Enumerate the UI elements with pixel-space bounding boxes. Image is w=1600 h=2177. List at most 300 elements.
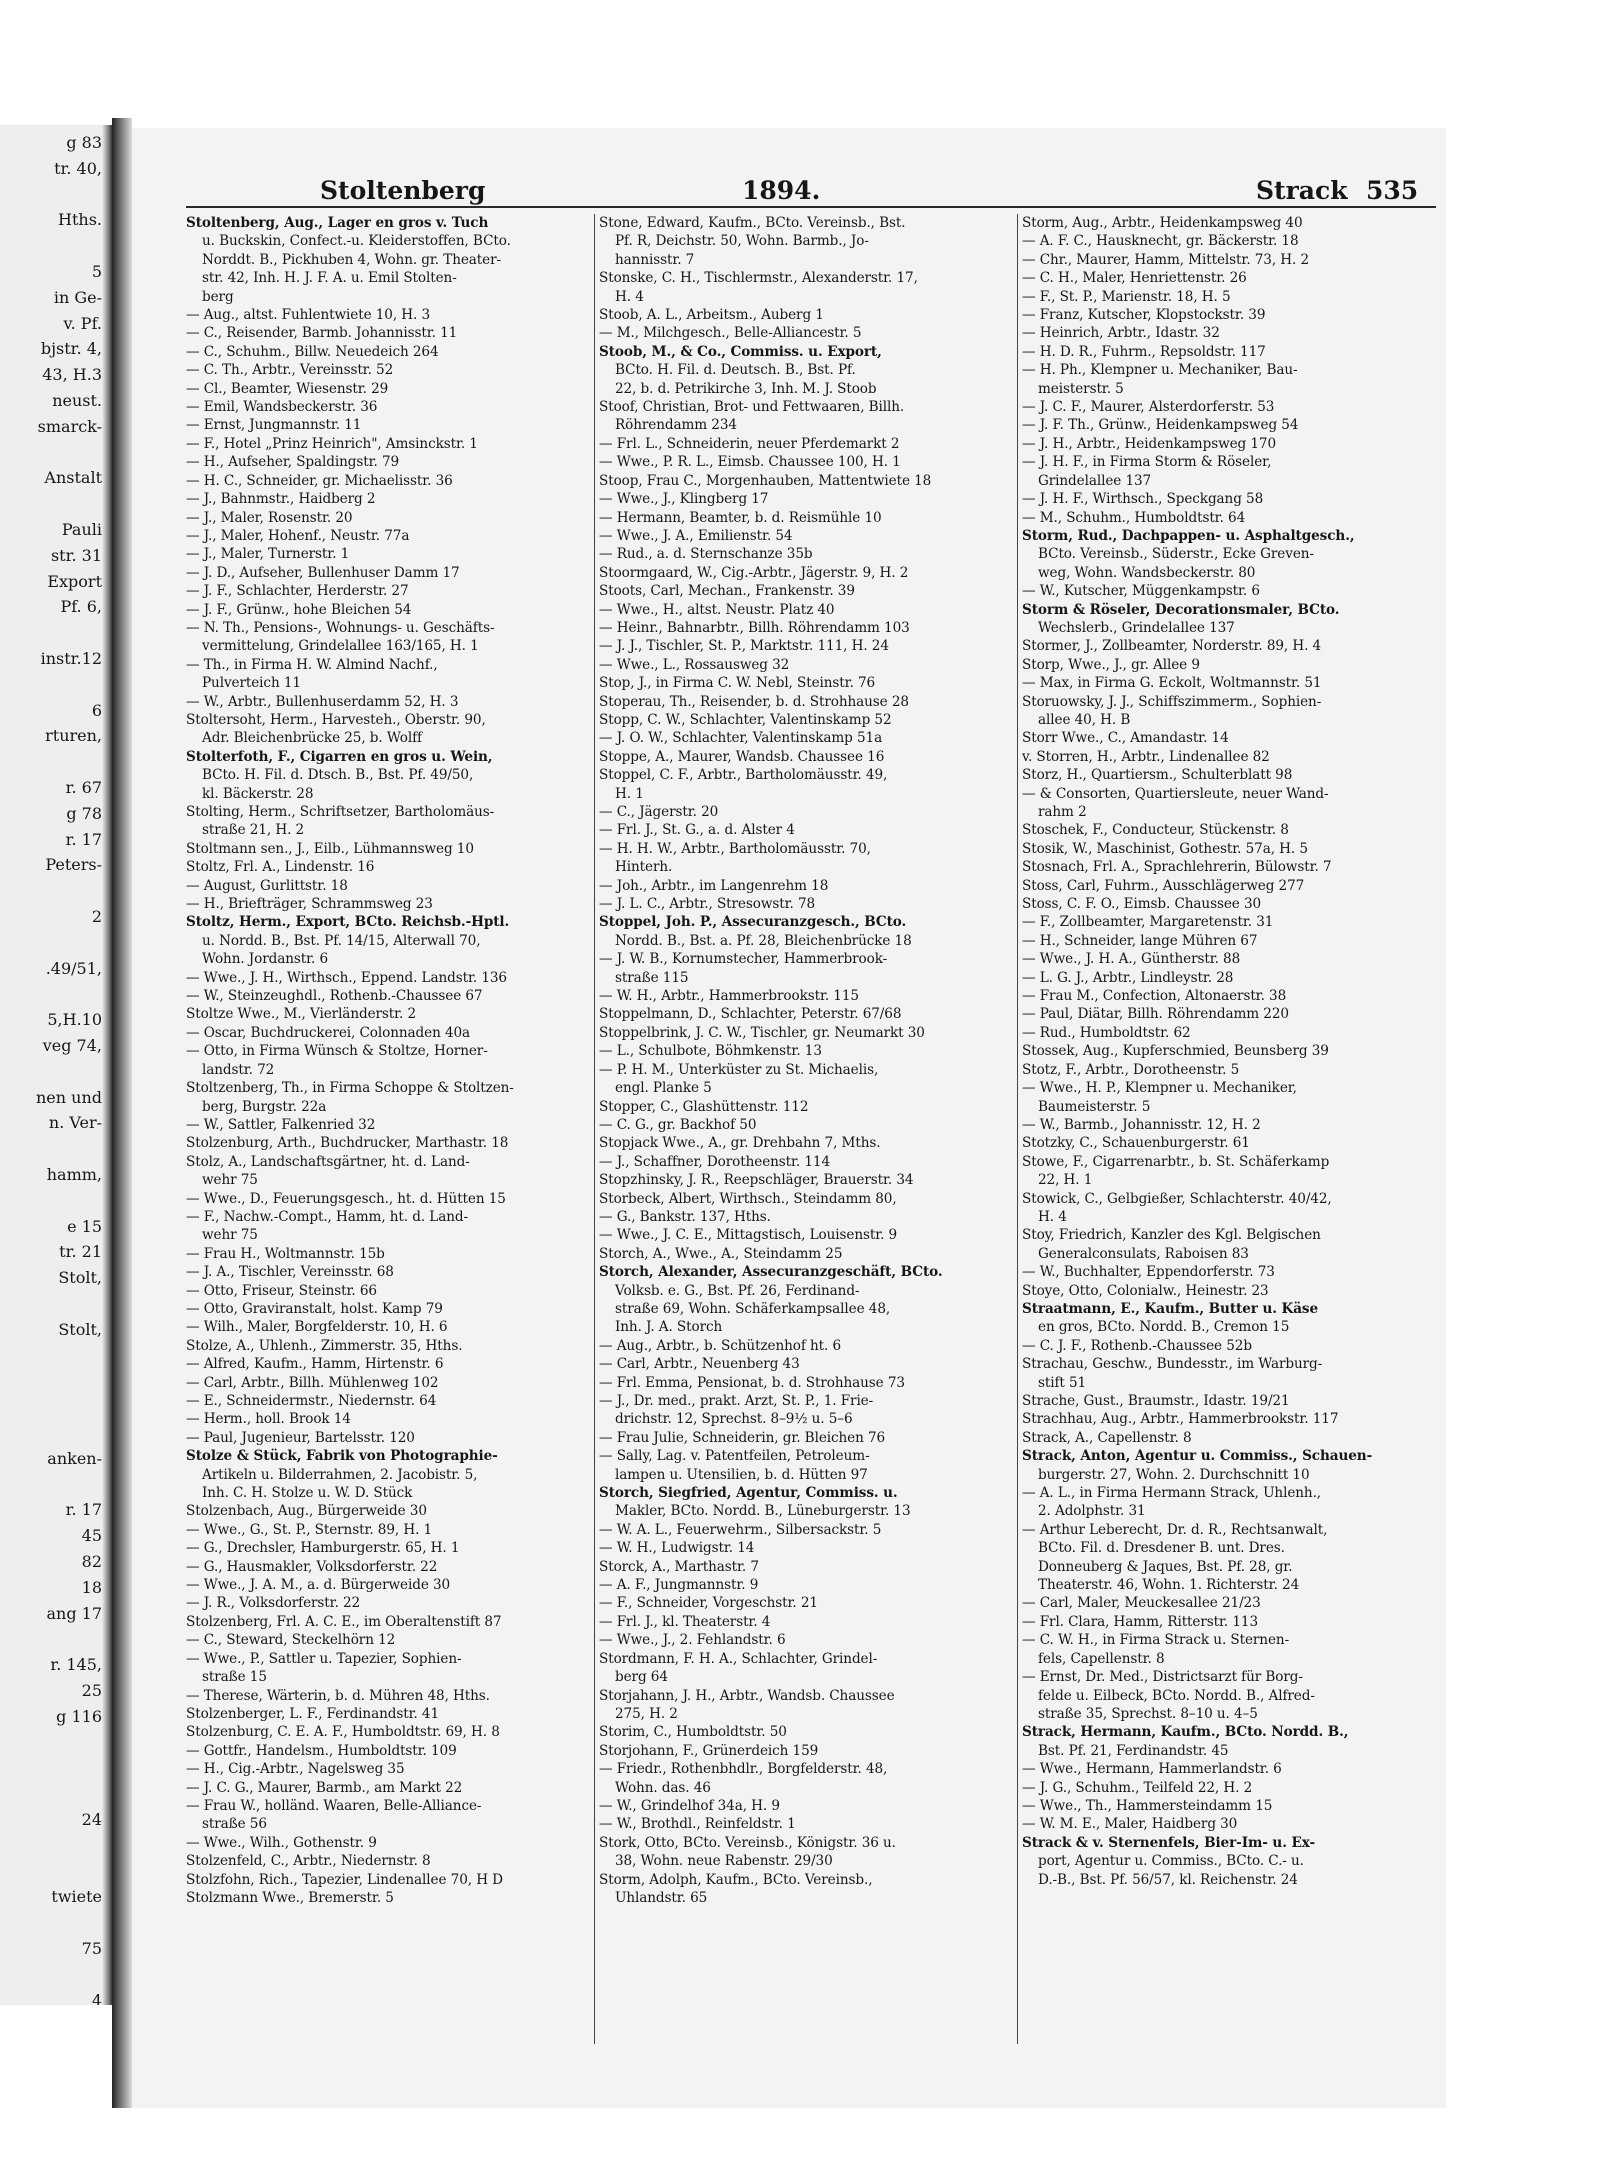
directory-entry-line: Stormer, J., Zollbeamter, Norderstr. 89, H. 4 bbox=[1022, 638, 1322, 655]
directory-entry-line: — G., Bankstr. 137, Hths. bbox=[599, 1208, 771, 1225]
directory-entry-line: — Otto, Graviranstalt, holst. Kamp 79 bbox=[186, 1300, 443, 1317]
directory-entry-line: Stolzenberg, Frl. A. C. E., im Oberaltenstift 87 bbox=[186, 1613, 502, 1630]
directory-entry-line: 2. Adolphstr. 31 bbox=[1038, 1503, 1146, 1520]
directory-entry-line: Stone, Edward, Kaufm., BCto. Vereinsb., Bst. bbox=[599, 215, 906, 231]
column-divider bbox=[594, 214, 595, 2044]
directory-entry-line: u. Buckskin, Confect.-u. Kleiderstoffen, BCto. bbox=[202, 233, 511, 250]
fragment-line: r. 145, bbox=[50, 1655, 102, 1675]
directory-entry-line: burgerstr. 27, Wohn. 2. Durchschnitt 10 bbox=[1038, 1466, 1310, 1483]
directory-entry-line: Strack & v. Sternenfels, Bier-Im- u. Ex- bbox=[1022, 1834, 1316, 1851]
directory-entry-line: — J. C. F., Maurer, Alsterdorferstr. 53 bbox=[1022, 399, 1275, 416]
directory-entry-line: Stoperau, Th., Reisender, b. d. Strohhause 28 bbox=[599, 693, 909, 710]
directory-entry-line: — & Consorten, Quartiersleute, neuer Wand- bbox=[1022, 785, 1329, 802]
fragment-line: smarck- bbox=[37, 416, 102, 436]
directory-entry-line: — Heinr., Bahnarbtr., Billh. Röhrendamm 103 bbox=[599, 619, 910, 636]
fragment-line: Pauli bbox=[61, 520, 102, 539]
directory-entry-line: Storp, Wwe., J., gr. Allee 9 bbox=[1022, 656, 1200, 673]
fragment-line: 24 bbox=[81, 1810, 102, 1829]
directory-entry-line: — N. Th., Pensions-, Wohnungs- u. Geschäfts- bbox=[186, 619, 495, 636]
directory-entry-line: Stopjack Wwe., A., gr. Drehbahn 7, Mths. bbox=[599, 1135, 881, 1152]
directory-entry-line: Storjohann, F., Grünerdeich 159 bbox=[599, 1742, 819, 1759]
directory-entry-line: — J. O. W., Schlachter, Valentinskamp 51a bbox=[599, 730, 883, 747]
directory-entry-line: Stoltmann sen., J., Eilb., Lühmannsweg 10 bbox=[186, 840, 474, 857]
directory-entry-line: Inh. C. H. Stolze u. W. D. Stück bbox=[202, 1485, 413, 1502]
directory-entry-line: Storm, Adolph, Kaufm., BCto. Vereinsb., bbox=[599, 1871, 873, 1888]
fragment-line: tr. 40, bbox=[54, 158, 102, 178]
directory-entry-line: — H. Ph., Klempner u. Mechaniker, Bau- bbox=[1022, 362, 1298, 379]
fragment-line: g 83 bbox=[66, 133, 102, 152]
directory-entry-line: Strack, Anton, Agentur u. Commiss., Schauen- bbox=[1022, 1448, 1373, 1465]
directory-entry-line: — W., Sattler, Falkenried 32 bbox=[186, 1116, 376, 1133]
directory-entry-line: — Arthur Leberecht, Dr. d. R., Rechtsanwalt, bbox=[1022, 1521, 1328, 1538]
fragment-line: 75 bbox=[81, 1939, 102, 1958]
binding-shadow bbox=[112, 118, 132, 2108]
directory-entry-line: drichstr. 12, Sprechst. 8–9½ u. 5–6 bbox=[615, 1411, 853, 1428]
directory-entry-line: Stoltz, Herm., Export, BCto. Reichsb.-Hptl. bbox=[186, 914, 510, 931]
directory-entry-line: — Herm., holl. Brook 14 bbox=[186, 1411, 351, 1428]
fragment-line: rturen, bbox=[45, 726, 102, 746]
directory-entry-line: — Frl. Emma, Pensionat, b. d. Strohhause 73 bbox=[599, 1374, 905, 1391]
directory-entry-line: — F., Schneider, Vorgeschstr. 21 bbox=[599, 1595, 818, 1612]
directory-entry-line: Storim, C., Humboldtstr. 50 bbox=[599, 1724, 787, 1741]
directory-entry-line: Stoppel, C. F., Arbtr., Bartholomäusstr. 49, bbox=[599, 767, 888, 784]
directory-entry-line: BCto. Fil. d. Dresdener B. unt. Dres. bbox=[1038, 1540, 1285, 1557]
directory-entry-line: BCto. H. Fil. d. Deutsch. B., Bst. Pf. bbox=[615, 362, 856, 379]
directory-entry-line: — F., Nachw.-Compt., Hamm, ht. d. Land- bbox=[186, 1208, 468, 1225]
directory-entry-line: — G., Drechsler, Hamburgerstr. 65, H. 1 bbox=[186, 1540, 460, 1557]
directory-entry-line: Stoppel, Joh. P., Assecuranzgesch., BCto. bbox=[599, 914, 907, 931]
header-right-keyword: Strack bbox=[1256, 176, 1348, 205]
directory-entry-line: — C., Steward, Steckelhörn 12 bbox=[186, 1632, 396, 1649]
directory-entry-line: — Sally, Lag. v. Patentfeilen, Petroleum- bbox=[599, 1448, 870, 1465]
directory-entry-line: — Joh., Arbtr., im Langenrehm 18 bbox=[599, 877, 829, 894]
directory-entry-line: — H., Briefträger, Schrammsweg 23 bbox=[186, 896, 433, 913]
directory-entry-line: — M., Schuhm., Humboldtstr. 64 bbox=[1022, 509, 1246, 526]
fragment-line: ang 17 bbox=[46, 1603, 102, 1623]
directory-entry-line: — Wwe., Hermann, Hammerlandstr. 6 bbox=[1022, 1761, 1282, 1778]
directory-entry-line: — Wwe., Th., Hammersteindamm 15 bbox=[1022, 1797, 1273, 1814]
directory-entry-line: u. Nordd. B., Bst. Pf. 14/15, Alterwall 70, bbox=[202, 932, 481, 949]
directory-entry-line: v. Storren, H., Arbtr., Lindenallee 82 bbox=[1022, 748, 1270, 765]
fragment-line: Export bbox=[47, 571, 102, 591]
directory-entry-line: allee 40, H. B bbox=[1038, 711, 1131, 728]
fragment-line: n. Ver- bbox=[48, 1113, 102, 1133]
directory-entry-line: — Heinrich, Arbtr., Idastr. 32 bbox=[1022, 325, 1220, 342]
directory-entry-line: Storjahann, J. H., Arbtr., Wandsb. Chaussee bbox=[599, 1687, 895, 1704]
directory-entry-line: straße 56 bbox=[202, 1816, 267, 1833]
directory-entry-line: wehr 75 bbox=[202, 1172, 258, 1189]
directory-entry-line: Artikeln u. Bilderrahmen, 2. Jacobistr. 5, bbox=[202, 1466, 478, 1483]
directory-entry-line: Inh. J. A. Storch bbox=[615, 1319, 723, 1336]
fragment-line: veg 74, bbox=[42, 1036, 102, 1055]
directory-entry-line: Stoltzenberg, Th., in Firma Schoppe & Stoltzen- bbox=[186, 1080, 514, 1097]
directory-entry-line: Stoss, C. F. O., Eimsb. Chaussee 30 bbox=[1022, 896, 1262, 913]
directory-entry-line: — W., Steinzeughdl., Rothenb.-Chaussee 67 bbox=[186, 988, 483, 1005]
directory-entry-line: Stoob, A. L., Arbeitsm., Auberg 1 bbox=[599, 307, 824, 324]
directory-entry-line: str. 42, Inh. H. J. F. A. u. Emil Stolten- bbox=[202, 270, 457, 287]
header-left-keyword: Stoltenberg bbox=[320, 176, 486, 205]
fragment-line: g 78 bbox=[66, 803, 102, 823]
directory-entry-line: — Frau W., holländ. Waaren, Belle-Alliance- bbox=[186, 1797, 482, 1814]
directory-entry-line: — J. G., Schuhm., Teilfeld 22, H. 2 bbox=[1022, 1779, 1253, 1796]
directory-entry-line: Stoss, Carl, Fuhrm., Ausschlägerweg 277 bbox=[1022, 877, 1305, 894]
directory-entry-line: berg, Burgstr. 22a bbox=[202, 1098, 327, 1115]
fragment-line: 82 bbox=[81, 1552, 102, 1571]
directory-entry-line: — L., Schulbote, Böhmkenstr. 13 bbox=[599, 1043, 822, 1060]
directory-entry-line: — W., Kutscher, Müggenkampstr. 6 bbox=[1022, 583, 1260, 600]
directory-entry-line: H. 1 bbox=[615, 785, 644, 802]
directory-entry-line: Stoots, Carl, Mechan., Frankenstr. 39 bbox=[599, 583, 855, 600]
directory-entry-line: Strache, Gust., Braumstr., Idastr. 19/21 bbox=[1022, 1393, 1290, 1409]
directory-entry-line: — Wwe., Wilh., Gothenstr. 9 bbox=[186, 1834, 377, 1851]
directory-entry-line: Straatmann, E., Kaufm., Butter u. Käse bbox=[1022, 1300, 1319, 1317]
directory-entry-line: Stossek, Aug., Kupferschmied, Beunsberg 39 bbox=[1022, 1043, 1329, 1060]
directory-entry-line: Stolterfoth, F., Cigarren en gros u. Wein, bbox=[186, 748, 493, 765]
directory-entry-line: — F., Hotel „Prinz Heinrich", Amsinckstr. 1 bbox=[186, 435, 478, 452]
directory-entry-line: — August, Gurlittstr. 18 bbox=[186, 877, 348, 894]
directory-entry-line: — J., Schaffner, Dorotheenstr. 114 bbox=[599, 1153, 831, 1170]
directory-entry-line: berg 64 bbox=[615, 1669, 668, 1686]
directory-entry-line: landstr. 72 bbox=[202, 1061, 275, 1078]
directory-entry-line: vermittelung, Grindelallee 163/165, H. 1 bbox=[202, 638, 479, 655]
header-year: 1894. bbox=[742, 176, 821, 205]
fragment-line: v. Pf. bbox=[63, 313, 102, 333]
fragment-line: 2 bbox=[91, 907, 102, 926]
directory-entry-line: Stolzenburg, Arth., Buchdrucker, Marthastr. 18 bbox=[186, 1135, 509, 1152]
directory-entry-line: — W. M. E., Maler, Haidberg 30 bbox=[1022, 1816, 1238, 1833]
directory-entry-line: meisterstr. 5 bbox=[1038, 380, 1124, 397]
directory-entry-line: — Alfred, Kaufm., Hamm, Hirtenstr. 6 bbox=[186, 1356, 444, 1373]
directory-entry-line: Stordmann, F. H. A., Schlachter, Grindel- bbox=[599, 1650, 878, 1667]
directory-entry-line: — J., Dr. med., prakt. Arzt, St. P., 1. Frie- bbox=[599, 1393, 874, 1409]
directory-entry-line: — J. L. C., Arbtr., Stresowstr. 78 bbox=[599, 896, 816, 913]
directory-entry-line: — H. C., Schneider, gr. Michaelisstr. 36 bbox=[186, 472, 453, 489]
fragment-line: Peters- bbox=[45, 855, 102, 875]
directory-entry-line: — Friedr., Rothenbhdlr., Borgfelderstr. 48, bbox=[599, 1761, 888, 1778]
directory-entry-line: kl. Bäckerstr. 28 bbox=[202, 785, 314, 802]
directory-entry-line: — F., Zollbeamter, Margaretenstr. 31 bbox=[1022, 914, 1274, 931]
directory-entry-line: H. 4 bbox=[1038, 1208, 1067, 1225]
fragment-line: Anstalt bbox=[44, 468, 102, 488]
fragment-line: instr.12 bbox=[40, 649, 102, 668]
directory-entry-line: Röhrendamm 234 bbox=[615, 417, 737, 434]
directory-entry-line: — Wwe., P., Sattler u. Tapezier, Sophien- bbox=[186, 1650, 462, 1667]
directory-entry-line: Stoschek, F., Conducteur, Stückenstr. 8 bbox=[1022, 822, 1289, 839]
directory-entry-line: Stoye, Otto, Colonialw., Heinestr. 23 bbox=[1022, 1282, 1269, 1299]
directory-entry-line: Strachhau, Aug., Arbtr., Hammerbrookstr. 117 bbox=[1022, 1411, 1339, 1428]
directory-entry-line: Strack, Hermann, Kaufm., BCto. Nordd. B., bbox=[1022, 1724, 1349, 1741]
directory-entry-line: Stoormgaard, W., Cig.-Arbtr., Jägerstr. 9, H. 2 bbox=[599, 564, 909, 581]
directory-entry-line: Stolzenfeld, C., Arbtr., Niedernstr. 8 bbox=[186, 1853, 431, 1870]
directory-entry-line: Storbeck, Albert, Wirthsch., Steindamm 80, bbox=[599, 1190, 897, 1207]
directory-entry-line: Stoy, Friedrich, Kanzler des Kgl. Belgischen bbox=[1022, 1227, 1321, 1244]
directory-entry-line: Stolze, A., Uhlenh., Zimmerstr. 35, Hths. bbox=[186, 1337, 463, 1354]
directory-entry-line: straße 115 bbox=[615, 969, 689, 986]
directory-entry-line: Storm & Röseler, Decorationsmaler, BCto. bbox=[1022, 601, 1340, 618]
directory-entry-line: — Wwe., J. C. E., Mittagstisch, Louisenstr. 9 bbox=[599, 1227, 898, 1244]
directory-entry-line: 38, Wohn. neue Rabenstr. 29/30 bbox=[615, 1853, 833, 1870]
directory-entry-line: — Wwe., J., 2. Fehlandstr. 6 bbox=[599, 1632, 786, 1649]
directory-entry-line: — Frl. J., kl. Theaterstr. 4 bbox=[599, 1613, 771, 1630]
directory-entry-line: Stoob, M., & Co., Commiss. u. Export, bbox=[599, 343, 882, 360]
directory-entry-line: — J. F., Grünw., hohe Bleichen 54 bbox=[186, 601, 412, 618]
directory-entry-line: — Franz, Kutscher, Klopstockstr. 39 bbox=[1022, 307, 1266, 324]
directory-entry-line: — Frl. L., Schneiderin, neuer Pferdemarkt 2 bbox=[599, 435, 900, 452]
directory-entry-line: Strack, A., Capellenstr. 8 bbox=[1022, 1429, 1192, 1446]
directory-entry-line: — Wwe., J. H. A., Güntherstr. 88 bbox=[1022, 951, 1241, 968]
directory-entry-line: Stosnach, Frl. A., Sprachlehrerin, Bülowstr. 7 bbox=[1022, 859, 1332, 876]
fragment-line: 25 bbox=[81, 1681, 102, 1700]
directory-entry-line: Stoppelbrink, J. C. W., Tischler, gr. Neumarkt 30 bbox=[599, 1024, 925, 1041]
directory-entry-line: — J. F., Schlachter, Herderstr. 27 bbox=[186, 583, 409, 600]
directory-entry-line: Stowick, C., Gelbgießer, Schlachterstr. 40/42, bbox=[1022, 1190, 1332, 1207]
directory-entry-line: — A. F., Jungmannstr. 9 bbox=[599, 1577, 759, 1594]
directory-entry-line: felde u. Eilbeck, BCto. Nordd. B., Alfred- bbox=[1038, 1687, 1315, 1704]
fragment-line: 6 bbox=[91, 700, 102, 720]
fragment-line: 5,H.10 bbox=[47, 1010, 102, 1030]
directory-entry-line: — Aug., Arbtr., b. Schützenhof ht. 6 bbox=[599, 1337, 842, 1354]
directory-entry-line: Stowe, F., Cigarrenarbtr., b. St. Schäferkamp bbox=[1022, 1153, 1330, 1170]
directory-entry-line: — Frau M., Confection, Altonaerstr. 38 bbox=[1022, 988, 1287, 1005]
directory-entry-line: Stoof, Christian, Brot- und Fettwaaren, Billh. bbox=[599, 399, 905, 416]
directory-entry-line: — J. J., Tischler, St. P., Marktstr. 111, H. 24 bbox=[599, 638, 889, 655]
directory-entry-line: — L. G. J., Arbtr., Lindleystr. 28 bbox=[1022, 969, 1234, 986]
directory-entry-line: Baumeisterstr. 5 bbox=[1038, 1098, 1151, 1115]
directory-entry-line: Strachau, Geschw., Bundesstr., im Warburg- bbox=[1022, 1356, 1323, 1373]
directory-entry-line: lampen u. Utensilien, b. d. Hütten 97 bbox=[615, 1466, 868, 1483]
directory-entry-line: — Frl. Clara, Hamm, Ritterstr. 113 bbox=[1022, 1613, 1258, 1630]
directory-entry-line: — Wwe., P. R. L., Eimsb. Chaussee 100, H. 1 bbox=[599, 454, 901, 471]
fragment-line: twiete bbox=[51, 1887, 102, 1907]
gutter-shadow bbox=[102, 125, 112, 2005]
fragment-line: g 116 bbox=[56, 1706, 102, 1726]
directory-entry-line: Stolting, Herm., Schriftsetzer, Bartholomäus- bbox=[186, 804, 495, 820]
directory-entry-line: 22, H. 1 bbox=[1038, 1172, 1093, 1189]
directory-entry-line: — Rud., a. d. Sternschanze 35b bbox=[599, 546, 813, 563]
directory-entry-line: — J. H., Arbtr., Heidenkampsweg 170 bbox=[1022, 435, 1277, 452]
directory-entry-line: — C. Th., Arbtr., Vereinsstr. 52 bbox=[186, 362, 394, 379]
directory-entry-line: hannisstr. 7 bbox=[615, 251, 695, 268]
directory-entry-line: — Wwe., J. H., Wirthsch., Eppend. Landstr. 136 bbox=[186, 969, 507, 986]
directory-entry-line: — H., Schneider, lange Mühren 67 bbox=[1022, 932, 1258, 949]
directory-entry-line: Donneuberg & Jaques, Bst. Pf. 28, gr. bbox=[1038, 1558, 1293, 1575]
directory-entry-line: H. 4 bbox=[615, 288, 644, 305]
directory-entry-line: fels, Capellenstr. 8 bbox=[1038, 1650, 1165, 1667]
column-left bbox=[186, 214, 591, 2044]
fragment-line: r. 17 bbox=[65, 1500, 102, 1520]
directory-entry-line: Volksb. e. G., Bst. Pf. 26, Ferdinand- bbox=[615, 1282, 860, 1299]
fragment-line: 45 bbox=[81, 1526, 102, 1546]
directory-entry-line: — C., Jägerstr. 20 bbox=[599, 804, 719, 820]
directory-entry-line: — J. D., Aufseher, Bullenhuser Damm 17 bbox=[186, 564, 460, 581]
directory-entry-line: weg, Wohn. Wandsbeckerstr. 80 bbox=[1038, 564, 1256, 581]
directory-entry-line: — J. W. B., Kornumstecher, Hammerbrook- bbox=[599, 951, 888, 968]
directory-entry-line: Stoltenberg, Aug., Lager en gros v. Tuch bbox=[186, 215, 489, 231]
directory-entry-line: — Rud., Humboldtstr. 62 bbox=[1022, 1024, 1191, 1041]
directory-entry-line: Bst. Pf. 21, Ferdinandstr. 45 bbox=[1038, 1742, 1229, 1759]
directory-entry-line: straße 35, Sprechst. 8–10 u. 4–5 bbox=[1038, 1705, 1258, 1722]
directory-entry-line: — Max, in Firma G. Eckolt, Woltmannstr. 51 bbox=[1022, 675, 1322, 692]
fragment-line: 4 bbox=[91, 1990, 102, 2005]
directory-entry-line: — H., Aufseher, Spaldingstr. 79 bbox=[186, 454, 400, 471]
directory-entry-line: — Wwe., L., Rossausweg 32 bbox=[599, 656, 790, 673]
directory-entry-line: — Otto, in Firma Wünsch & Stoltze, Horner- bbox=[186, 1043, 488, 1060]
directory-entry-line: — Aug., altst. Fuhlentwiete 10, H. 3 bbox=[186, 307, 431, 324]
directory-entry-line: — Wilh., Maler, Borgfelderstr. 10, H. 6 bbox=[186, 1319, 448, 1336]
directory-entry-line: — Chr., Maurer, Hamm, Mittelstr. 73, H. 2 bbox=[1022, 251, 1310, 268]
directory-entry-line: straße 69, Wohn. Schäferkampsallee 48, bbox=[615, 1300, 891, 1317]
directory-entry-line: — Cl., Beamter, Wiesenstr. 29 bbox=[186, 380, 389, 397]
directory-entry-line: stift 51 bbox=[1038, 1374, 1087, 1391]
directory-entry-line: — C. G., gr. Backhof 50 bbox=[599, 1116, 757, 1133]
directory-entry-line: — Frau Julie, Schneiderin, gr. Bleichen 76 bbox=[599, 1429, 886, 1446]
column-middle bbox=[599, 214, 1004, 2044]
directory-entry-line: Stolzfohn, Rich., Tapezier, Lindenallee 70, H D bbox=[186, 1871, 503, 1888]
directory-entry-line: straße 21, H. 2 bbox=[202, 822, 305, 839]
directory-entry-line: — J. H. F., in Firma Storm & Röseler, bbox=[1022, 454, 1272, 471]
directory-entry-line: — Th., in Firma H. W. Almind Nachf., bbox=[186, 656, 438, 673]
directory-entry-line: — Gottfr., Handelsm., Humboldtstr. 109 bbox=[186, 1742, 457, 1759]
directory-entry-line: Stop, J., in Firma C. W. Nebl, Steinstr. 76 bbox=[599, 675, 876, 692]
directory-entry-line: Stoltze Wwe., M., Vierländerstr. 2 bbox=[186, 1006, 417, 1023]
directory-entry-line: D.-B., Bst. Pf. 56/57, kl. Reichenstr. 24 bbox=[1038, 1871, 1298, 1888]
directory-entry-line: — Emil, Wandsbeckerstr. 36 bbox=[186, 399, 378, 416]
fragment-line: Stolt, bbox=[58, 1319, 102, 1339]
directory-entry-line: BCto. Vereinsb., Süderstr., Ecke Greven- bbox=[1038, 546, 1314, 563]
directory-entry-line: straße 15 bbox=[202, 1669, 267, 1686]
directory-entry-line: Storz, H., Quartiersm., Schulterblatt 98 bbox=[1022, 767, 1293, 784]
directory-entry-line: — W., Barmb., Johannisstr. 12, H. 2 bbox=[1022, 1116, 1261, 1133]
directory-entry-line: port, Agentur u. Commiss., BCto. C.- u. bbox=[1038, 1853, 1304, 1870]
directory-entry-line: Grindelallee 137 bbox=[1038, 472, 1152, 489]
directory-entry-line: — Ernst, Dr. Med., Districtsarzt für Borg- bbox=[1022, 1669, 1303, 1686]
directory-entry-line: — W. H., Arbtr., Hammerbrookstr. 115 bbox=[599, 988, 859, 1005]
fragment-line: Hths. bbox=[58, 210, 102, 230]
directory-entry-line: — Carl, Maler, Meuckesallee 21/23 bbox=[1022, 1595, 1261, 1612]
directory-entry-line: Makler, BCto. Nordd. B., Lüneburgerstr. 13 bbox=[615, 1503, 911, 1520]
fragment-line: r. 67 bbox=[65, 778, 102, 797]
fragment-line: in Ge- bbox=[53, 287, 102, 307]
directory-entry-line: Adr. Bleichenbrücke 25, b. Wolff bbox=[202, 730, 422, 747]
directory-entry-line: en gros, BCto. Nordd. B., Cremon 15 bbox=[1038, 1319, 1290, 1336]
directory-entry-line: — Frau H., Woltmannstr. 15b bbox=[186, 1245, 385, 1262]
directory-entry-line: — J. C. G., Maurer, Barmb., am Markt 22 bbox=[186, 1779, 463, 1796]
directory-entry-line: berg bbox=[202, 288, 234, 305]
directory-entry-line: Stonske, C. H., Tischlermstr., Alexanderstr. 17, bbox=[599, 270, 918, 287]
directory-entry-line: — H., Cig.-Arbtr., Nagelsweg 35 bbox=[186, 1761, 405, 1778]
fragment-line: bjstr. 4, bbox=[40, 339, 102, 359]
directory-entry-line: Stotz, F., Arbtr., Dorotheenstr. 5 bbox=[1022, 1061, 1240, 1078]
fragment-line: Stolt, bbox=[58, 1268, 102, 1288]
page-number: 535 bbox=[1366, 176, 1419, 205]
directory-entry-line: Stoop, Frau C., Morgenhauben, Mattentwiete 18 bbox=[599, 472, 932, 489]
directory-entry-line: Stolzenberger, L. F., Ferdinandstr. 41 bbox=[186, 1705, 440, 1722]
directory-entry-line: — J., Bahnmstr., Haidberg 2 bbox=[186, 491, 376, 508]
directory-entry-line: rahm 2 bbox=[1038, 804, 1087, 820]
directory-entry-line: — Wwe., J. A., Emilienstr. 54 bbox=[599, 527, 793, 544]
directory-entry-line: — Hermann, Beamter, b. d. Reismühle 10 bbox=[599, 509, 882, 526]
fragment-line: anken- bbox=[47, 1448, 102, 1468]
directory-entry-line: Stopper, C., Glashüttenstr. 112 bbox=[599, 1098, 809, 1115]
directory-entry-line: — W. A. L., Feuerwehrm., Silbersackstr. 5 bbox=[599, 1521, 882, 1538]
directory-entry-line: Stoppelmann, D., Schlachter, Peterstr. 67/68 bbox=[599, 1006, 902, 1023]
fragment-line: hamm, bbox=[46, 1165, 102, 1184]
directory-entry-line: — C. W. H., in Firma Strack u. Sternen- bbox=[1022, 1632, 1290, 1649]
directory-entry-line: Pf. R, Deichstr. 50, Wohn. Barmb., Jo- bbox=[615, 233, 869, 250]
directory-entry-line: 22, b. d. Petrikirche 3, Inh. M. J. Stoob bbox=[615, 380, 877, 397]
directory-entry-line: Norddt. B., Pickhuben 4, Wohn. gr. Theater- bbox=[202, 251, 502, 268]
directory-entry-line: Stork, Otto, BCto. Vereinsb., Königstr. 36 u. bbox=[599, 1834, 896, 1851]
directory-entry-line: — A. F. C., Hausknecht, gr. Bäckerstr. 18 bbox=[1022, 233, 1299, 250]
directory-entry-line: Stoltz, Frl. A., Lindenstr. 16 bbox=[186, 859, 375, 876]
directory-entry-line: Stolze & Stück, Fabrik von Photographie- bbox=[186, 1448, 498, 1465]
directory-entry-line: — J. A., Tischler, Vereinsstr. 68 bbox=[186, 1264, 394, 1281]
directory-entry-line: — J. R., Volksdorferstr. 22 bbox=[186, 1595, 361, 1612]
directory-entry-line: — Ernst, Jungmannstr. 11 bbox=[186, 417, 362, 434]
directory-entry-line: BCto. H. Fil. d. Dtsch. B., Bst. Pf. 49/50, bbox=[202, 767, 474, 784]
directory-entry-line: Storr Wwe., C., Amandastr. 14 bbox=[1022, 730, 1229, 747]
directory-entry-line: Stolzenburg, C. E. A. F., Humboldtstr. 69, H. 8 bbox=[186, 1724, 500, 1741]
directory-entry-line: — C. H., Maler, Henriettenstr. 26 bbox=[1022, 270, 1247, 287]
directory-entry-line: — Wwe., H., altst. Neustr. Platz 40 bbox=[599, 601, 835, 618]
directory-entry-line: — P. H. M., Unterküster zu St. Michaelis, bbox=[599, 1061, 879, 1078]
directory-entry-line: Stoppe, A., Maurer, Wandsb. Chaussee 16 bbox=[599, 748, 885, 765]
directory-entry-line: — F., St. P., Marienstr. 18, H. 5 bbox=[1022, 288, 1231, 305]
directory-entry-line: — M., Milchgesch., Belle-Alliancestr. 5 bbox=[599, 325, 862, 342]
directory-entry-line: — Wwe., J., Klingberg 17 bbox=[599, 491, 769, 508]
directory-entry-line: Hinterh. bbox=[615, 859, 673, 876]
directory-entry-line: Storch, Alexander, Assecuranzgeschäft, BCto. bbox=[599, 1264, 943, 1281]
directory-entry-line: wehr 75 bbox=[202, 1227, 258, 1244]
previous-page-fragment bbox=[0, 125, 112, 2005]
directory-entry-line: — C., Schuhm., Billw. Neuedeich 264 bbox=[186, 343, 439, 360]
column-right bbox=[1022, 214, 1427, 2044]
directory-entry-line: Wohn. Jordanstr. 6 bbox=[202, 951, 329, 968]
directory-entry-line: Nordd. B., Bst. a. Pf. 28, Bleichenbrücke 18 bbox=[615, 932, 912, 949]
fragment-line: tr. 21 bbox=[59, 1242, 102, 1262]
directory-entry-line: — J., Maler, Turnerstr. 1 bbox=[186, 546, 350, 563]
directory-entry-line: — Otto, Friseur, Steinstr. 66 bbox=[186, 1282, 377, 1299]
directory-entry-line: — Oscar, Buchdruckerei, Colonnaden 40a bbox=[186, 1024, 471, 1041]
fragment-line: 5 bbox=[91, 262, 102, 281]
fragment-line: r. 17 bbox=[65, 829, 102, 849]
directory-entry-line: — Therese, Wärterin, b. d. Mühren 48, Hths. bbox=[186, 1687, 490, 1704]
fragment-line: nen und bbox=[35, 1087, 102, 1107]
directory-entry-line: — C., Reisender, Barmb. Johannisstr. 11 bbox=[186, 325, 458, 342]
directory-entry-line: Theaterstr. 46, Wohn. 1. Richterstr. 24 bbox=[1038, 1577, 1300, 1594]
directory-entry-line: — E., Schneidermstr., Niedernstr. 64 bbox=[186, 1393, 437, 1409]
directory-entry-line: — H. D. R., Fuhrm., Repsoldstr. 117 bbox=[1022, 343, 1266, 360]
directory-entry-line: — J., Maler, Rosenstr. 20 bbox=[186, 509, 353, 526]
directory-entry-line: — Paul, Jugenieur, Bartelsstr. 120 bbox=[186, 1429, 415, 1446]
directory-entry-line: — A. L., in Firma Hermann Strack, Uhlenh., bbox=[1022, 1485, 1322, 1502]
directory-entry-line: Pulverteich 11 bbox=[202, 675, 301, 692]
directory-entry-line: Wohn. das. 46 bbox=[615, 1779, 711, 1796]
directory-entry-line: Storch, Siegfried, Agentur, Commiss. u. bbox=[599, 1485, 898, 1502]
directory-entry-line: Stolz, A., Landschaftsgärtner, ht. d. Land- bbox=[186, 1153, 470, 1170]
directory-entry-line: — W. H., Ludwigstr. 14 bbox=[599, 1540, 755, 1557]
directory-entry-line: Stolzmann Wwe., Bremerstr. 5 bbox=[186, 1889, 394, 1906]
fragment-line: e 15 bbox=[67, 1216, 102, 1236]
directory-entry-line: Storm, Aug., Arbtr., Heidenkampsweg 40 bbox=[1022, 215, 1303, 231]
directory-entry-line: — Carl, Arbtr., Billh. Mühlenweg 102 bbox=[186, 1374, 439, 1391]
directory-entry-line: — H. H. W., Arbtr., Bartholomäusstr. 70, bbox=[599, 840, 871, 857]
directory-entry-line: — W., Brothdl., Reinfeldstr. 1 bbox=[599, 1816, 796, 1833]
directory-entry-line: — Carl, Arbtr., Neuenberg 43 bbox=[599, 1356, 800, 1373]
directory-entry-line: — Paul, Diätar, Billh. Röhrendamm 220 bbox=[1022, 1006, 1289, 1023]
directory-entry-line: Stopp, C. W., Schlachter, Valentinskamp 52 bbox=[599, 711, 892, 728]
directory-entry-line: Storch, A., Wwe., A., Steindamm 25 bbox=[599, 1245, 843, 1262]
